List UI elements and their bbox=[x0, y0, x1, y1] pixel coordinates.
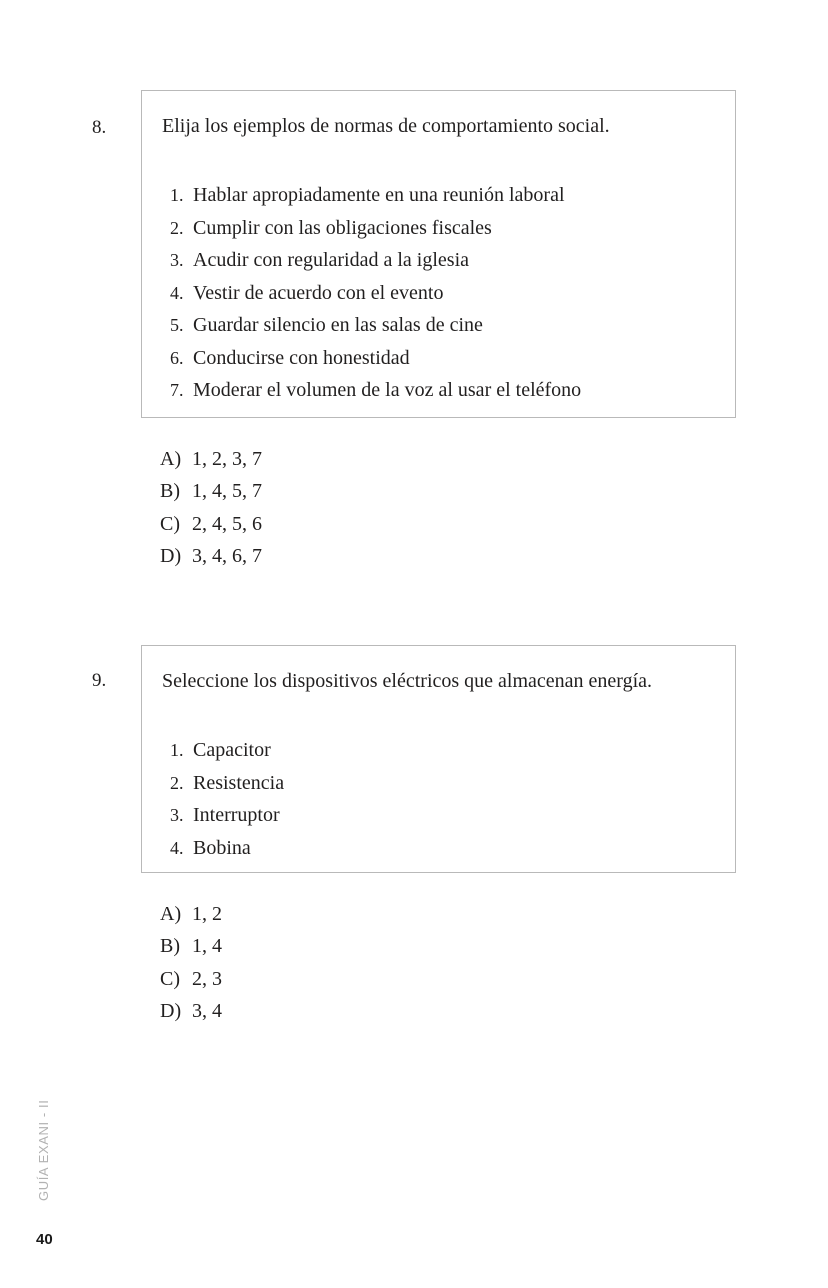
page-number: 40 bbox=[36, 1231, 53, 1248]
option-text: 1, 2 bbox=[192, 903, 222, 925]
list-item-text: Vestir de acuerdo con el evento bbox=[193, 281, 444, 304]
question-9-number: 9. bbox=[92, 670, 107, 691]
answer-option bbox=[160, 508, 828, 540]
option-text: 3, 4 bbox=[192, 1000, 222, 1023]
list-item bbox=[162, 374, 715, 407]
question-8-stem: Elija los ejemplos de normas de comportamiento social. bbox=[162, 115, 610, 137]
answer-option bbox=[160, 443, 828, 475]
question-9-stem: Seleccione los dispositivos eléctricos que almacenan energía. bbox=[162, 670, 653, 692]
list-item bbox=[162, 244, 715, 277]
option-letter: A) bbox=[160, 448, 182, 470]
option-text: 2, 3 bbox=[192, 967, 222, 990]
answer-option bbox=[160, 963, 828, 995]
question-9-options bbox=[160, 898, 828, 1028]
question-8-number: 8. bbox=[92, 117, 107, 138]
answer-option bbox=[160, 995, 828, 1027]
list-item-text: Resistencia bbox=[193, 771, 285, 794]
option-text: 3, 4, 6, 7 bbox=[192, 545, 262, 568]
list-item bbox=[162, 277, 715, 310]
list-item-number: 2. bbox=[170, 217, 184, 238]
question-8-box bbox=[141, 90, 736, 418]
question-8-options bbox=[160, 443, 828, 573]
option-letter: D) bbox=[160, 1000, 182, 1023]
list-item-number: 2. bbox=[170, 772, 184, 793]
list-item-number: 4. bbox=[170, 282, 184, 303]
question-9-item-list bbox=[162, 734, 715, 864]
list-item-text: Cumplir con las obligaciones fiscales bbox=[193, 216, 492, 239]
option-letter: C) bbox=[160, 967, 180, 990]
list-item-text: Conducirse con honestidad bbox=[193, 346, 410, 369]
option-letter: D) bbox=[160, 545, 182, 568]
list-item-text: Moderar el volumen de la voz al usar el teléfono bbox=[193, 379, 582, 401]
list-item-text: Bobina bbox=[193, 836, 251, 859]
option-letter: B) bbox=[160, 935, 180, 958]
list-item bbox=[162, 342, 715, 375]
list-item-text: Interruptor bbox=[193, 804, 280, 826]
question-9 bbox=[0, 645, 828, 1028]
list-item-text: Capacitor bbox=[193, 739, 271, 761]
option-text: 1, 2, 3, 7 bbox=[192, 448, 262, 470]
list-item-number: 6. bbox=[170, 347, 184, 368]
answer-option bbox=[160, 930, 828, 962]
list-item bbox=[162, 212, 715, 245]
guide-edition-label: GUÍA EXANI - II bbox=[36, 1099, 51, 1201]
list-item-number: 5. bbox=[170, 315, 184, 335]
list-item bbox=[162, 309, 715, 342]
answer-option bbox=[160, 475, 828, 507]
list-item bbox=[162, 799, 715, 832]
option-text: 2, 4, 5, 6 bbox=[192, 512, 262, 535]
option-text: 1, 4 bbox=[192, 935, 222, 958]
option-letter: B) bbox=[160, 480, 180, 503]
list-item-text: Acudir con regularidad a la iglesia bbox=[193, 249, 469, 271]
list-item-number: 3. bbox=[170, 250, 184, 270]
answer-option bbox=[160, 540, 828, 572]
list-item-text: Guardar silencio en las salas de cine bbox=[193, 314, 483, 336]
option-letter: C) bbox=[160, 512, 180, 535]
list-item-number: 3. bbox=[170, 805, 184, 825]
list-item bbox=[162, 767, 715, 800]
list-item bbox=[162, 832, 715, 865]
list-item-number: 7. bbox=[170, 380, 184, 400]
question-8 bbox=[0, 90, 828, 573]
list-item-number: 1. bbox=[170, 185, 184, 205]
option-text: 1, 4, 5, 7 bbox=[192, 480, 262, 503]
question-9-box bbox=[141, 645, 736, 873]
list-item bbox=[162, 734, 715, 767]
list-item bbox=[162, 179, 715, 212]
list-item-number: 1. bbox=[170, 740, 184, 760]
option-letter: A) bbox=[160, 903, 182, 925]
list-item-number: 4. bbox=[170, 837, 184, 858]
question-8-item-list bbox=[162, 179, 715, 407]
answer-option bbox=[160, 898, 828, 930]
list-item-text: Hablar apropiadamente en una reunión laboral bbox=[193, 184, 565, 206]
